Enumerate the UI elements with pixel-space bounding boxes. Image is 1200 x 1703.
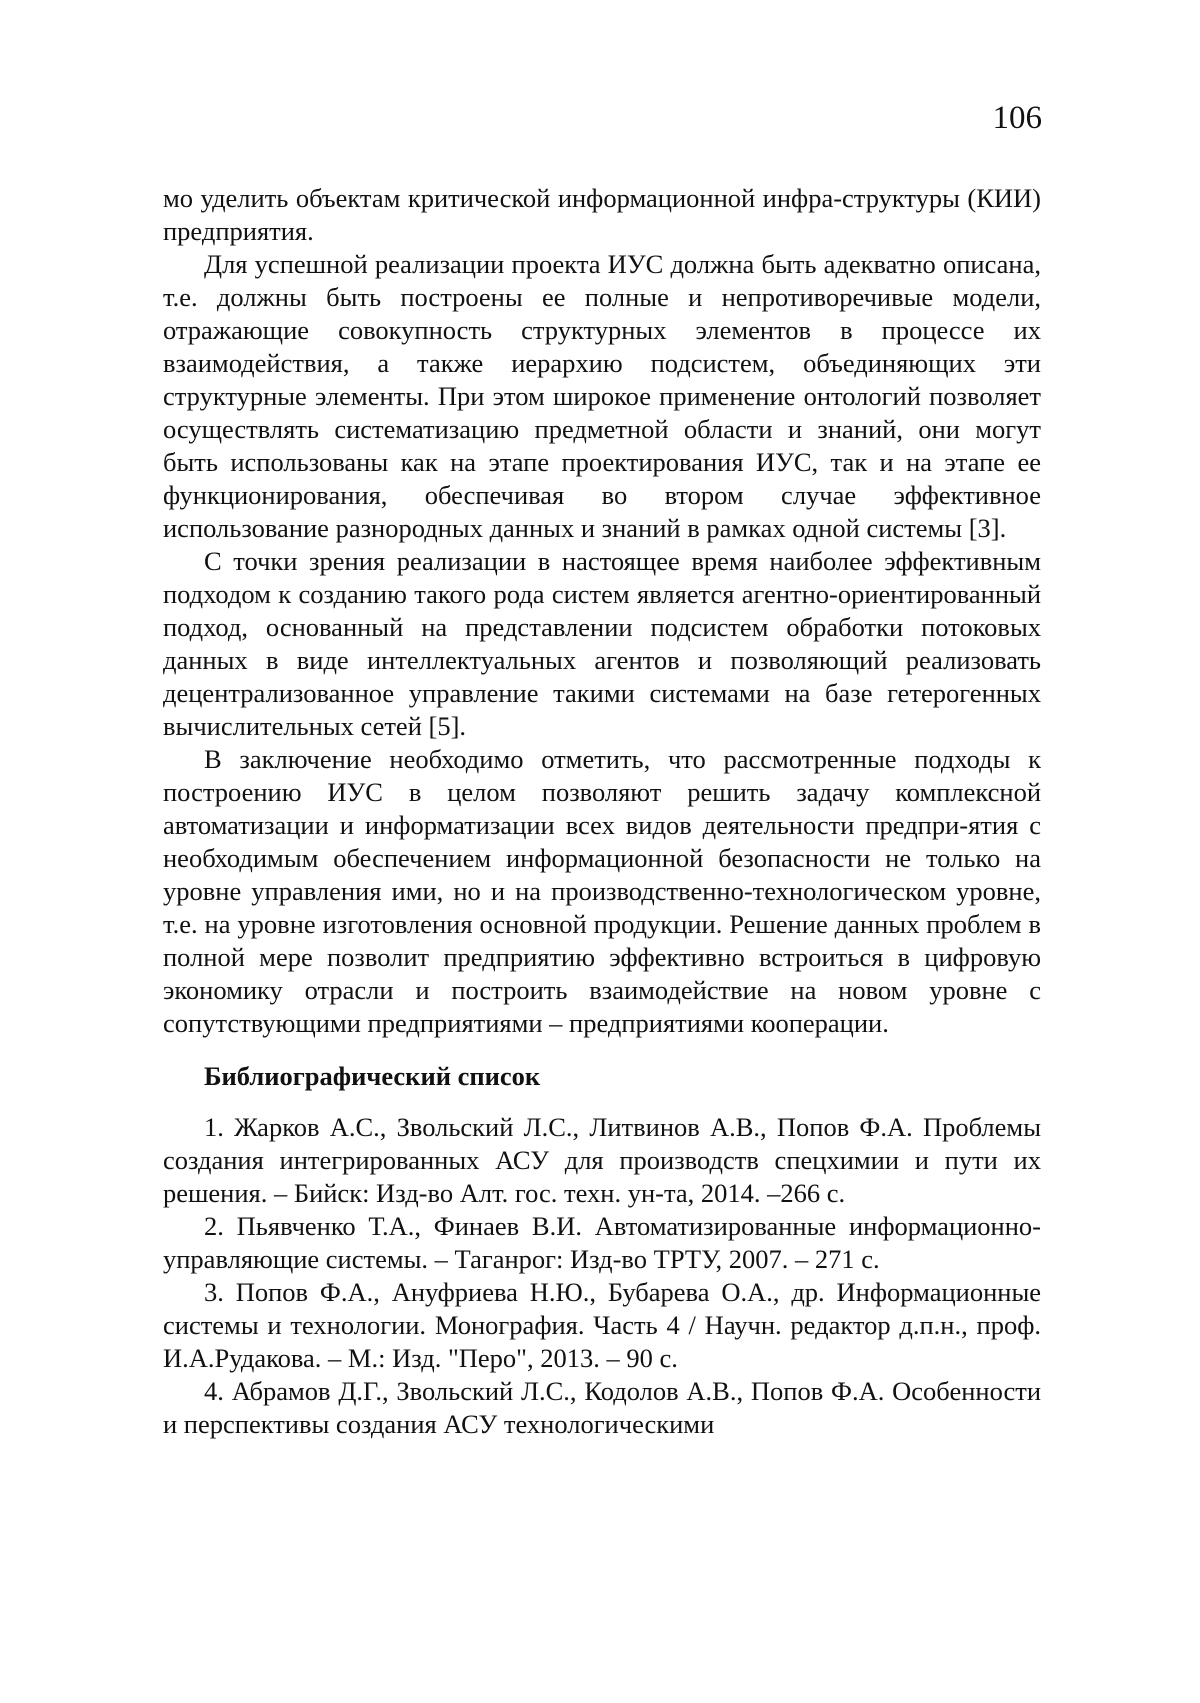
bibliography-item-number: 4. <box>204 1376 224 1406</box>
bibliography-item-text: Абрамов Д.Г., Звольский Л.С., Кодолов А.В., Попов Ф.А. Особенности и перспективы создания АСУ технологическими <box>163 1376 1041 1439</box>
bibliography-list <box>163 1111 1041 1441</box>
bibliography-item-number: 2. <box>204 1211 224 1241</box>
bibliography-heading: Библиографический список <box>204 1061 541 1091</box>
bibliography-item-number: 3. <box>204 1277 224 1307</box>
bibliography-item-number: 1. <box>204 1112 224 1142</box>
bibliography-item-text: Пьявченко Т.А., Финаев В.И. Автоматизированные информационно-управляющие системы. – Таганрог: Изд-во ТРТУ, 2007. – 271 с. <box>163 1211 1041 1274</box>
paragraph: С точки зрения реализации в настоящее время наиболее эффективным подходом к созданию такого рода систем является агентно-ориентированный подход, основанный на представлении подсистем обработки потоковых данных в виде интеллектуальных агентов и позволяющий реализовать децентрализованное управление такими системами на базе гетерогенных вычислительных сетей [5]. <box>163 546 1041 741</box>
bibliography-item <box>163 1210 1041 1276</box>
bibliography-item <box>163 1375 1041 1441</box>
bibliography-item <box>163 1111 1041 1210</box>
bibliography-item <box>163 1276 1041 1375</box>
paragraph: В заключение необходимо отметить, что рассмотренные подходы к построению ИУС в целом позволяют решить задачу комплексной автоматизации и информатизации всех видов деятельности предпри-ятия с необходимым обеспечением информационной безопасности не только на уровне управления ими, но и на производственно-технологическом уровне, т.е. на уровне изготовления основной продукции. Решение данных проблем в полной мере позволит предприятию эффективно встроиться в цифровую экономику отрасли и построить взаимодействие на новом уровне с сопутствующими предприятиями – предприятиями кооперации. <box>163 744 1041 1038</box>
bibliography-item-text: Жарков А.С., Звольский Л.С., Литвинов А.В., Попов Ф.А. Проблемы создания интегрированных АСУ для производств спецхимии и пути их решения. – Бийск: Изд-во Алт. гос. техн. ун-та, 2014. –266 с. <box>163 1112 1041 1208</box>
paragraph-continued: мо уделить объектам критической информационной инфра-структуры (КИИ) предприятия. <box>163 183 1041 246</box>
body-text <box>163 182 1041 1441</box>
paragraph: Для успешной реализации проекта ИУС должна быть адекватно описана, т.е. должны быть построены ее полные и непротиворечивые модели, отражающие совокупность структурных элементов в процессе их взаимодействия, а также иерархию подсистем, объединяющих эти структурные элементы. При этом широкое применение онтологий позволяет осуществлять систематизацию предметной области и знаний, они могут быть использованы как на этапе проектирования ИУС, так и на этапе ее функционирования, обеспечивая во втором случае эффективное использование разнородных данных и знаний в рамках одной системы [3]. <box>163 249 1041 543</box>
page-number: 106 <box>992 100 1042 136</box>
bibliography-item-text: Попов Ф.А., Ануфриева Н.Ю., Бубарева О.А., др. Информационные системы и технологии. Монография. Часть 4 / Научн. редактор д.п.н., проф. И.А.Рудакова. – М.: Изд. "Перо", 2013. – 90 с. <box>163 1277 1042 1373</box>
